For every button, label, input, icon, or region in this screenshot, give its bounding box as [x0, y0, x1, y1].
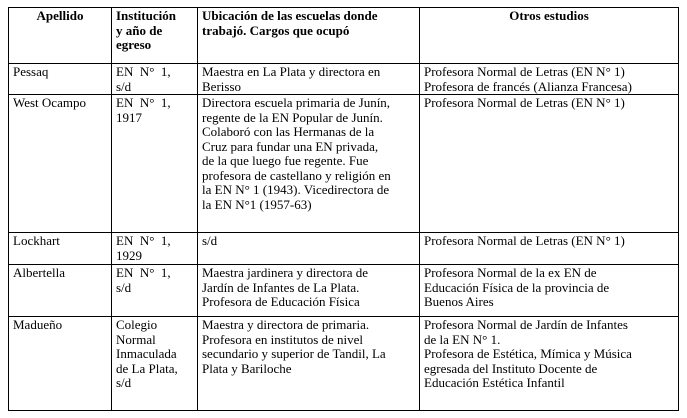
- table-header-row: [9, 8, 679, 64]
- cell-ubicacion: Directora escuela primaria de Junín, regente de la EN Popular de Junín. Colaboró con las Hermanas de la Cruz para fundar una EN privada, de la que luego fue regente. Fue profesora de castellano y religión en la EN N° 1 (1943). Vicedirectora de la EN N°1 (1957-63): [198, 95, 420, 233]
- cell-institucion: EN N° 1, s/d: [112, 265, 198, 317]
- cell-apellido: Lockhart: [9, 233, 112, 265]
- cell-otros-estudios: Profesora Normal de la ex EN de Educación Física de la provincia de Buenos Aires: [420, 265, 679, 317]
- cell-apellido: West Ocampo: [9, 95, 112, 233]
- table-row: [9, 64, 679, 95]
- cell-ubicacion: Maestra jardinera y directora de Jardín de Infantes de La Plata. Profesora de Educación Física: [198, 265, 420, 317]
- cell-apellido: Albertella: [9, 265, 112, 317]
- cell-institucion: EN N° 1, s/d: [112, 64, 198, 95]
- teachers-table: [8, 7, 679, 411]
- cell-institucion: Colegio Normal Inmaculada de La Plata, s/d: [112, 317, 198, 411]
- cell-otros-estudios: Profesora Normal de Letras (EN N° 1): [420, 233, 679, 265]
- cell-ubicacion: Maestra en La Plata y directora en Berisso: [198, 64, 420, 95]
- cell-ubicacion: Maestra y directora de primaria. Profesora en institutos de nivel secundario y superior de Tandil, La Plata y Bariloche: [198, 317, 420, 411]
- table-row: [9, 265, 679, 317]
- cell-apellido: Pessaq: [9, 64, 112, 95]
- header-otros-estudios: Otros estudios: [420, 8, 679, 64]
- cell-otros-estudios: Profesora Normal de Letras (EN N° 1): [420, 95, 679, 233]
- cell-institucion: EN N° 1, 1929: [112, 233, 198, 265]
- header-apellido: Apellido: [9, 8, 112, 64]
- table-row: [9, 233, 679, 265]
- table-row: [9, 95, 679, 233]
- table-row: [9, 317, 679, 411]
- cell-otros-estudios: Profesora Normal de Jardín de Infantes de la EN N° 1. Profesora de Estética, Mímica y Música egresada del Instituto Docente de Educación Estética Infantil: [420, 317, 679, 411]
- cell-apellido: Madueño: [9, 317, 112, 411]
- cell-ubicacion: s/d: [198, 233, 420, 265]
- header-institucion: Institución y año de egreso: [112, 8, 198, 64]
- header-ubicacion: Ubicación de las escuelas donde trabajó. Cargos que ocupó: [198, 8, 420, 64]
- cell-otros-estudios: Profesora Normal de Letras (EN N° 1) Profesora de francés (Alianza Francesa): [420, 64, 679, 95]
- cell-institucion: EN N° 1, 1917: [112, 95, 198, 233]
